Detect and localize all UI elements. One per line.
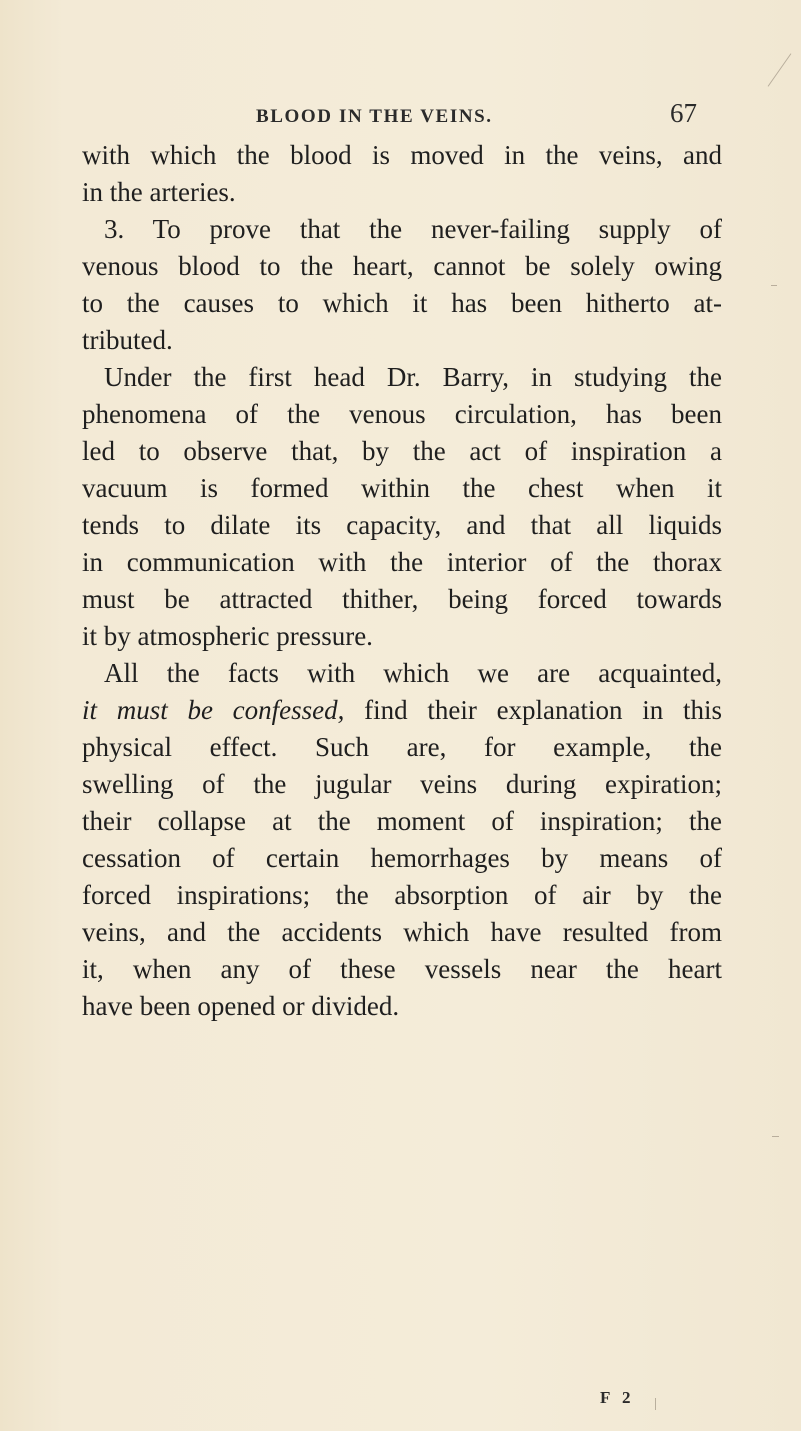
text-line: it, when any of these vessels near the heart: [82, 954, 722, 984]
text-line: venous blood to the heart, cannot be solely owing: [82, 251, 722, 281]
text-line: in the arteries.: [82, 177, 236, 207]
text-line: their collapse at the moment of inspiration; the: [82, 806, 722, 836]
paper-speck: [771, 285, 777, 286]
paper-speck: [772, 1136, 779, 1137]
text-line: phenomena of the venous circulation, has been: [82, 399, 722, 429]
text-line: tributed.: [82, 325, 173, 355]
running-head: [0, 98, 801, 138]
text-run: find their explanation in this: [344, 695, 722, 725]
text-line: in communication with the interior of the thorax: [82, 547, 722, 577]
text-line: cessation of certain hemorrhages by means of: [82, 843, 722, 873]
body-text: [82, 137, 722, 1025]
text-line: it by atmospheric pressure.: [82, 621, 373, 651]
text-line: All the facts with which we are acquainted,: [104, 658, 722, 688]
text-line: must be attracted thither, being forced towards: [82, 584, 722, 614]
text-line: [82, 692, 722, 729]
text-line: physical effect. Such are, for example, the: [82, 732, 722, 762]
text-line: to the causes to which it has been hitherto at-: [82, 288, 722, 318]
paper-speck: [768, 53, 792, 86]
text-line: have been opened or divided.: [82, 991, 400, 1021]
signature-mark: F 2: [600, 1388, 635, 1407]
text-line: 3. To prove that the never-failing supply of: [104, 214, 722, 244]
text-line: swelling of the jugular veins during expiration;: [82, 769, 722, 799]
text-line: veins, and the accidents which have resulted from: [82, 917, 722, 947]
text-line: Under the first head Dr. Barry, in studying the: [104, 362, 722, 392]
paper-speck: [655, 1398, 656, 1410]
running-title: BLOOD IN THE VEINS.: [256, 106, 493, 127]
text-line: vacuum is formed within the chest when it: [82, 473, 722, 503]
text-line: forced inspirations; the absorption of air by the: [82, 880, 722, 910]
italic-phrase: it must be confessed,: [82, 695, 345, 725]
text-line: with which the blood is moved in the veins, and: [82, 140, 722, 170]
page-number: 67: [670, 98, 697, 128]
text-line: led to observe that, by the act of inspiration a: [82, 436, 722, 466]
text-line: tends to dilate its capacity, and that all liquids: [82, 510, 722, 540]
